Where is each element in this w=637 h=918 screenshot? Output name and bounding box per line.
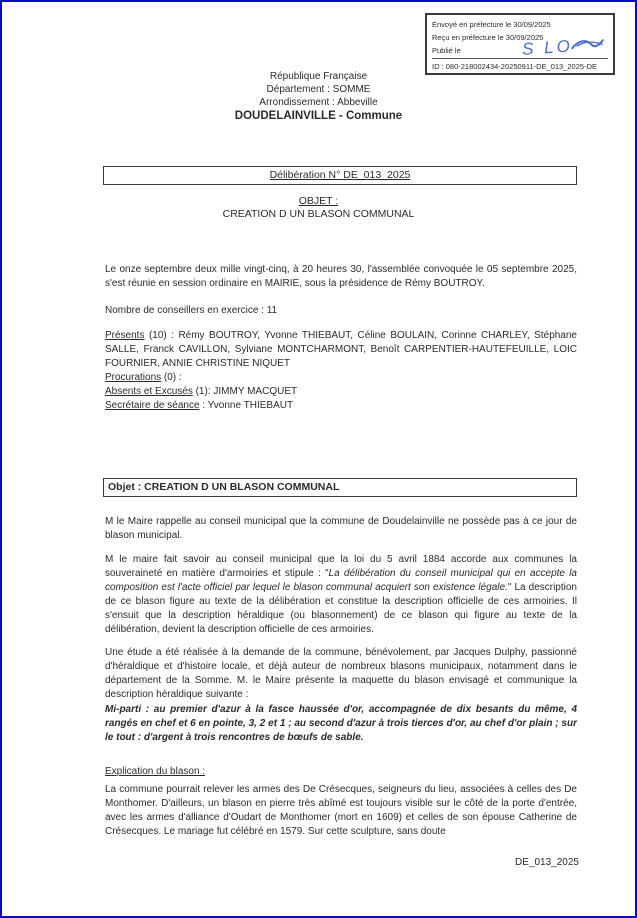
absents-label: Absents et Excusés: [105, 386, 193, 397]
objet-block: [2, 195, 635, 221]
councillors-count-line: Nombre de conseillers en exercice : 11: [105, 305, 278, 316]
procurations-value: (0) :: [161, 372, 182, 383]
stamp-published-line: Publié le: [432, 46, 461, 55]
explanation-heading: Explication du blason :: [105, 766, 206, 777]
paragraph-law-1884: [105, 553, 577, 637]
secretary-label: Secrétaire de séance: [105, 400, 200, 411]
blazon-description-paragraph: Mi-parti : au premier d'azur à la fasce haussée d'or, accompagnée de dix besants du même, 4 rangés en chef et 6 en pointe, 3, 2 et 1 ; au second d'azur à trois tierces d'or, au chef d'or plain ; sur le tout : d'argent à trois rencontres de bœufs de sable.: [105, 704, 577, 743]
absents-line: [105, 385, 577, 399]
department-line: Département : SOMME: [266, 84, 371, 95]
signature-flourish-icon: [570, 34, 605, 54]
law-quote-italic: La délibération du conseil municipal qui en accepte la composition est l'acte officiel par lequel le blason communal acquiert son existence légale.: [105, 568, 577, 593]
republic-line: République Française: [269, 71, 368, 82]
absents-value: (1): JIMMY MACQUET: [192, 386, 298, 397]
prefecture-stamp-box: [425, 13, 615, 75]
secretary-line: [105, 399, 577, 413]
deliberation-number: Délibération N° DE_013_2025: [269, 169, 411, 181]
session-intro-paragraph: Le onze septembre deux mille vingt-cinq, à 20 heures 30, l'assemblée convoquée le 05 septembre 2025, s'est réunie en session ordinaire en MAIRIE, sous la présidence de Rémy BOUTROY.: [105, 264, 577, 289]
law-paragraph-start: M le maire fait savoir au conseil municipal que la loi du 5 avril 1884 accorde aux communes la souveraineté en matière d'armoiries et stipule : ": [105, 554, 577, 579]
procurations-label: Procurations: [105, 372, 162, 383]
stamp-id-line: ID : 080-218002434-20250911-DE_013_2025-DE: [432, 58, 608, 73]
presents-names: (10) : Rémy BOUTROY, Yvonne THIEBAUT, Céline BOULAIN, Corinne CHARLEY, Stéphane SALLE, Franck CAVILLON, Sylviane MONTCHARMONT, Benoît CARPENTIER-HAUTEFEUILLE, LOIC FOURNIER, ANNIE CHRISTINE NIQUET: [105, 330, 577, 369]
presents-label: Présents: [105, 330, 145, 341]
law-paragraph-end: " La description de ce blason figure au texte de la délibération et constitue la description officielle de ces armoiries. Il s'ensuit que la description héraldique (ou blasonnement) de ce blason qui figure au texte de la délibération, devient la description officielle de ces armoiries.: [105, 582, 577, 635]
objet-label: OBJET :: [298, 195, 339, 207]
arrondissement-line: Arrondissement : Abbeville: [259, 97, 378, 108]
attendance-block: [105, 329, 577, 413]
secretary-value: : Yvonne THIEBAUT: [199, 400, 294, 411]
paragraph-explanation: La commune pourrait relever les armes des De Crésecques, seigneurs du lieu, associées à celles des De Monthomer. D'ailleurs, un blason en pierre très abîmé est toujours visible sur le côté de la porte d'entrée, avec les armes d'alliance d'Oudart de Monthomer (mort en 1609) et celles de son épouse Catherine de Crésecques. Le mariage fut célébré en 1579. Sur cette sculpture, sans doute: [105, 784, 577, 837]
presents-line: [105, 329, 577, 371]
objet-value: CREATION D UN BLASON COMMUNAL: [222, 208, 415, 220]
deliberation-number-box: [103, 166, 577, 185]
stamp-received-line: Reçu en préfecture le 30/09/2025: [432, 33, 544, 42]
signature-text: S LO: [521, 35, 574, 59]
commune-title: DOUDELAINVILLE - Commune: [234, 110, 403, 122]
subject-heading-box: Objet : CREATION D UN BLASON COMMUNAL: [103, 478, 577, 497]
procurations-line: [105, 371, 577, 385]
footer-document-reference: DE_013_2025: [515, 857, 579, 868]
stamp-sent-line: Envoyé en préfecture le 30/09/2025: [432, 20, 551, 29]
paragraph-no-blason: M le Maire rappelle au conseil municipal que la commune de Doudelainville ne possède pas à ce jour de blason municipal.: [105, 516, 577, 541]
paragraph-study: Une étude a été réalisée à la demande de la commune, bénévolement, par Jacques Dulphy, passionné d'héraldique et d'histoire locale, et déjà auteur de nombreux blasons municipaux, notamment dans le département de la Somme. M. le Maire présente la maquette du blason envisagé et communique la description héraldique suivante :: [105, 647, 577, 700]
document-header: [2, 70, 635, 123]
